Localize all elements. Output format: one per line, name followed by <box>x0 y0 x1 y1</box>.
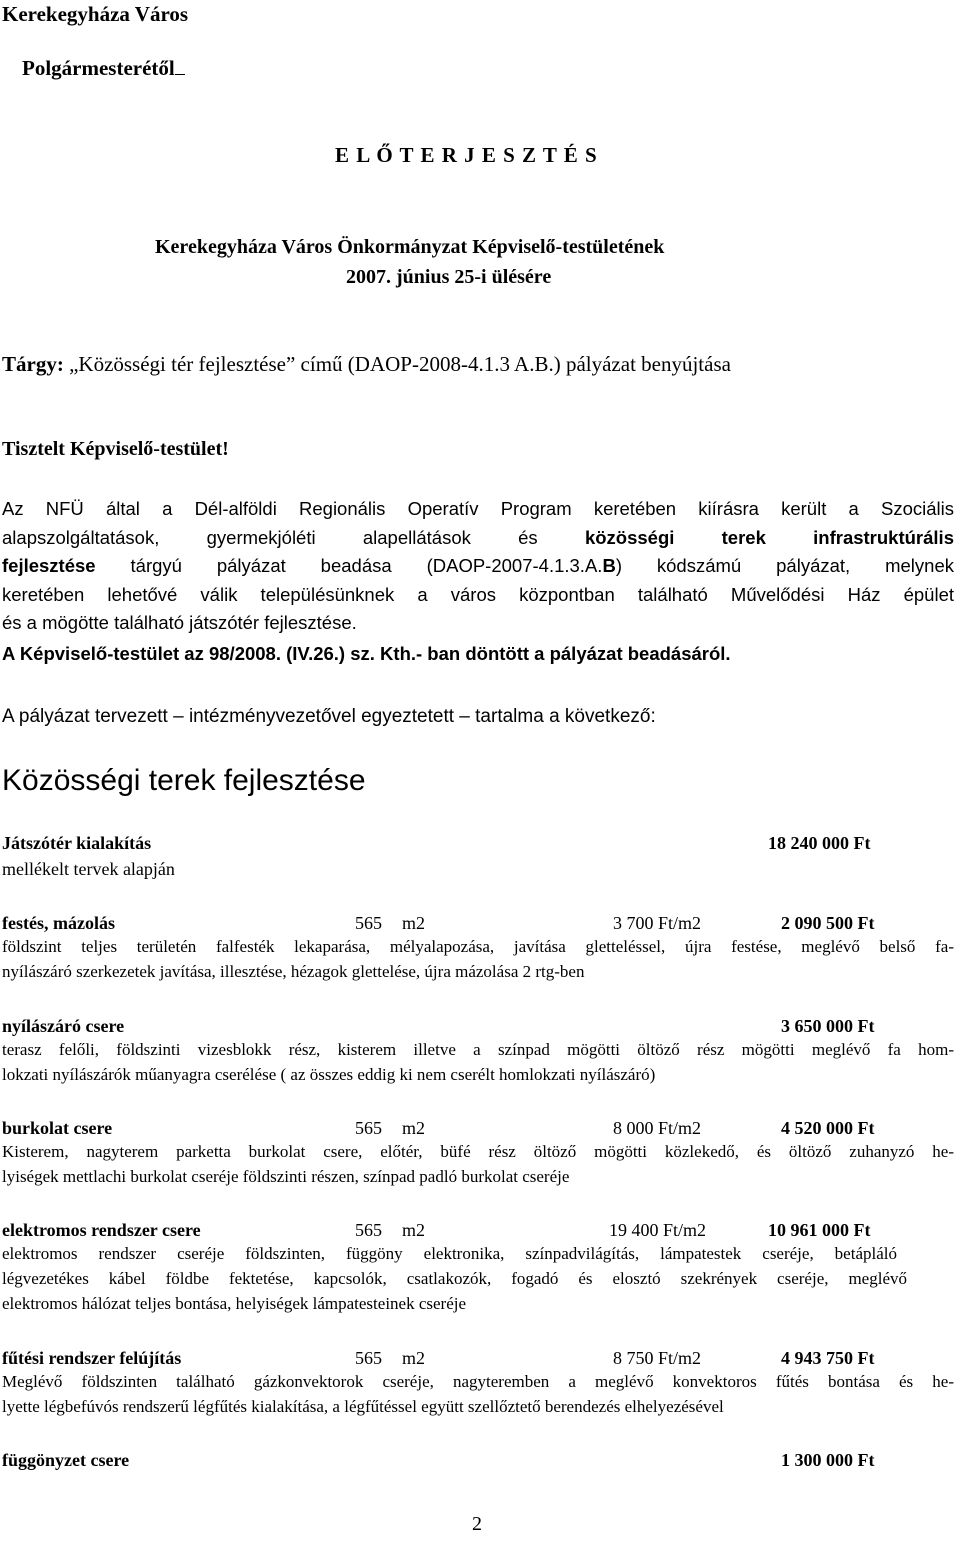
intro-line-3b: tárgyú pályázat beadása (DAOP-2007-4.1.3.A. <box>95 555 603 576</box>
item-burkolat-desc-1: Kisterem, nagyterem parketta burkolat csere, előtér, büfé rész öltöző mögötti közlekedő, és öltöző zuhanyzó he- <box>2 1142 954 1161</box>
item-burkolat-total: 4 520 000 Ft <box>781 1118 875 1138</box>
item-elektromos-desc-3: elektromos hálózat teljes bontása, helyiségek lámpatesteinek cseréje <box>2 1294 467 1313</box>
intro-line-3d: ) kódszámú pályázat, melynek <box>615 555 954 576</box>
content-intro: A pályázat tervezett – intézményvezetővel egyeztetett – tartalma a következő: <box>2 706 656 727</box>
item-festes-total: 2 090 500 Ft <box>781 913 875 933</box>
intro-line-2b: közösségi terek infrastruktúrális <box>584 526 954 548</box>
intro-line-3c: B <box>602 555 616 576</box>
addressee-line-1: Kerekegyháza Város Önkormányzat Képviselő-testületének <box>155 236 665 258</box>
item-elektromos-desc-2: légvezetékes kábel földbe fektetése, kapcsolók, csatlakozók, fogadó és elosztó szekrények cseréje, meglévő <box>2 1269 907 1288</box>
item-futes-desc-2: lyette légbefúvós rendszerű légfűtés kialakítása, a légfűtéssel együtt szellőztető berendezés elhelyezésével <box>2 1397 724 1416</box>
item-elektromos-unit: m2 <box>402 1220 426 1240</box>
document-type: E L Ő T E R J E S Z T É S <box>335 143 598 167</box>
item-burkolat-desc-2: lyiségek mettlachi burkolat cseréje földszinti részen, színpad padló burkolat cseréje <box>2 1167 570 1186</box>
item-jatszoter-total: 18 240 000 Ft <box>768 833 871 853</box>
sender <box>22 56 185 81</box>
item-nyilaszaro-name: nyílászáró csere <box>2 1016 125 1036</box>
intro-line-4: keretében lehetővé válik településünknek a város központban található Művelődési Ház épület <box>2 583 954 605</box>
item-elektromos-qty: 565 <box>355 1220 382 1240</box>
item-elektromos-total: 10 961 000 Ft <box>768 1220 871 1240</box>
item-futes-qty: 565 <box>355 1348 382 1368</box>
page-number: 2 <box>472 1513 482 1535</box>
subject <box>2 352 731 377</box>
item-festes-unit: m2 <box>402 913 426 933</box>
item-festes-qty: 565 <box>355 913 382 933</box>
item-elektromos-unit-price: 19 400 Ft/m2 <box>609 1220 707 1240</box>
intro-line-5: és a mögötte található játszótér fejlesztése. <box>2 612 357 633</box>
item-futes-unit: m2 <box>402 1348 426 1368</box>
item-elektromos-desc-1: elektromos rendszer cseréje földszinten, függöny elektronika, színpadvilágítás, lámpatestek cseréje, betápláló <box>2 1244 897 1263</box>
item-jatszoter-name: Játszótér kialakítás <box>2 833 152 853</box>
item-festes-desc-1: földszint teljes területén falfesték lekaparása, mélyalapozása, javítása glettelé​ssel, újra festése, meglévő belső fa- <box>2 937 954 956</box>
intro-line-2a: alapszolgáltatások, gyermekjóléti alapellátások és <box>2 526 585 548</box>
city-name: Kerekegyháza Város <box>2 2 189 26</box>
item-fuggony-total: 1 300 000 Ft <box>781 1450 875 1470</box>
item-burkolat-unit-price: 8 000 Ft/m2 <box>613 1118 702 1138</box>
section-title: Közösségi terek fejlesztése <box>2 764 366 797</box>
item-festes-unit-price: 3 700 Ft/m2 <box>613 913 702 933</box>
item-elektromos-name: elektromos rendszer csere <box>2 1220 201 1240</box>
intro-line-3a: fejlesztése <box>2 555 96 576</box>
item-futes-unit-price: 8 750 Ft/m2 <box>613 1348 702 1368</box>
item-jatszoter-desc: mellékelt tervek alapján <box>2 859 175 879</box>
addressee-line-2: 2007. június 25-i ülésére <box>346 266 552 288</box>
item-festes-desc-2: nyílászáró szerkezetek javítása, illesztése, hézagok glettelése, újra mázolása 2 rtg-ben <box>2 962 585 981</box>
salutation: Tisztelt Képviselő-testület! <box>2 438 229 460</box>
intro-paragraph <box>2 495 954 638</box>
item-nyilaszaro-total: 3 650 000 Ft <box>781 1016 875 1036</box>
item-futes-desc-1: Meglévő földszinten található gázkonvektorok cseréje, nagyteremben a meglévő konvektoros fűtés bontása és he- <box>2 1372 954 1391</box>
intro-line-3 <box>2 552 954 581</box>
item-burkolat-unit: m2 <box>402 1118 426 1138</box>
item-nyilaszaro-desc-2: lokzati nyílászárók műanyagra cserélése ( az összes eddig ki nem cserélt homlokzati nyílászáró) <box>2 1065 656 1084</box>
sender-text: Polgármesterétől <box>22 56 175 80</box>
intro-line-2 <box>2 524 954 553</box>
decision-text: A Képviselő-testület az 98/2008. (IV.26.) sz. Kth.- ban döntött a pályázat beadásáról. <box>2 643 731 664</box>
item-burkolat-qty: 565 <box>355 1118 382 1138</box>
underline-mark <box>175 56 185 75</box>
item-futes-name: fűtési rendszer felújítás <box>2 1348 182 1368</box>
item-burkolat-name: burkolat csere <box>2 1118 113 1138</box>
subject-label: Tárgy: <box>2 352 64 376</box>
intro-line-1: Az NFÜ által a Dél-alföldi Regionális Operatív Program keretében kiírásra került a Szociális <box>2 498 954 519</box>
item-festes-name: festés, mázolás <box>2 913 115 933</box>
item-fuggony-name: függönyzet csere <box>2 1450 130 1470</box>
item-futes-total: 4 943 750 Ft <box>781 1348 875 1368</box>
item-nyilaszaro-desc-1: terasz felőli, földszinti vizesblokk rész, kisterem illetve a színpad mögötti öltöző rész mögötti meglévő fa hom- <box>2 1040 954 1059</box>
subject-text: „Közösségi tér fejlesztése” című (DAOP-2008-4.1.3 A.B.) pályázat benyújtása <box>63 352 731 376</box>
